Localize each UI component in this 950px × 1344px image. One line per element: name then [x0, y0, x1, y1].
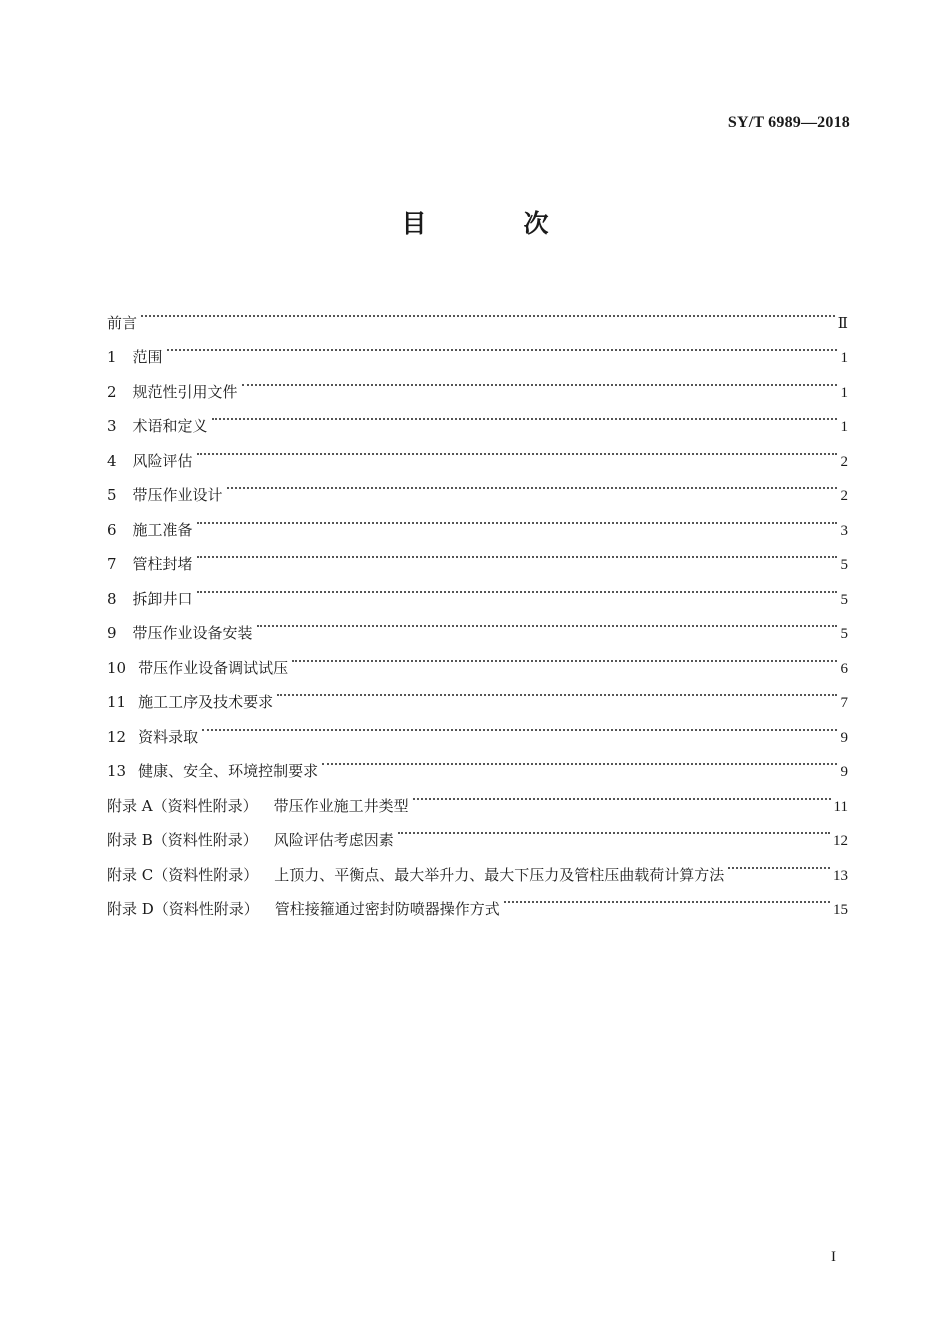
toc-entry-number: 4	[107, 451, 117, 470]
toc-entry-page: 2	[840, 453, 848, 470]
toc-entry-number: 10	[107, 658, 127, 677]
toc-entry-label: 管柱封堵	[132, 555, 193, 573]
toc-dot-leader	[202, 707, 837, 742]
toc-entry-label: 带压作业设备安装	[132, 624, 253, 642]
toc-entry-page: 5	[840, 591, 848, 608]
toc-entry-label: 规范性引用文件	[132, 382, 238, 401]
toc-entry[interactable]	[107, 328, 848, 366]
toc-entry-page: 9	[840, 729, 848, 746]
toc-dot-leader	[141, 293, 835, 328]
toc-entry-number: 5	[107, 486, 117, 504]
toc-dot-leader	[242, 362, 837, 397]
toc-entry-number: 附录 C（资料性附录）	[107, 865, 259, 884]
toc-entry-page: 13	[833, 867, 848, 884]
toc-entry-page: 5	[840, 557, 848, 573]
toc-dot-leader	[413, 776, 831, 811]
toc-entry-label: 管柱接箍通过密封防喷器操作方式	[274, 900, 500, 918]
toc-entry[interactable]	[107, 466, 848, 504]
toc-entry-page: 1	[840, 350, 848, 366]
toc-dot-leader	[398, 811, 830, 846]
page-title: 目 次	[401, 209, 585, 238]
toc-entry[interactable]	[107, 362, 848, 401]
toc-entry-label: 带压作业设计	[132, 486, 223, 504]
toc-entry-page: 11	[833, 798, 848, 815]
toc-entry-page: 1	[840, 384, 848, 401]
toc-entry-number: 3	[107, 417, 117, 435]
table-of-contents	[107, 293, 848, 918]
toc-dot-leader	[322, 742, 837, 777]
page-number: I	[831, 1249, 836, 1265]
toc-entry-number: 7	[107, 555, 117, 573]
toc-dot-leader	[277, 673, 837, 708]
toc-dot-leader	[504, 880, 830, 915]
toc-entry[interactable]	[107, 397, 848, 435]
toc-entry-number: 12	[107, 727, 127, 746]
toc-entry[interactable]	[107, 535, 848, 573]
toc-entry-label: 施工准备	[132, 520, 193, 539]
toc-dot-leader	[197, 569, 837, 604]
toc-entry[interactable]	[107, 431, 848, 470]
toc-entry-page: 2	[840, 488, 848, 504]
toc-entry-page: 7	[840, 695, 848, 711]
toc-entry-label: 带压作业设备调试试压	[138, 658, 289, 677]
toc-entry[interactable]	[107, 604, 848, 642]
toc-entry-label: 上顶力、平衡点、最大举升力、最大下压力及管柱压曲载荷计算方法	[274, 865, 725, 884]
toc-dot-leader	[197, 431, 837, 466]
toc-entry[interactable]	[107, 707, 848, 746]
toc-entry-page: 5	[840, 626, 848, 642]
toc-entry-page: 9	[840, 764, 848, 780]
toc-entry-number: 9	[107, 624, 117, 642]
toc-dot-leader	[212, 397, 837, 432]
toc-entry-number: 附录 B（资料性附录）	[107, 831, 258, 849]
toc-entry-number: 1	[107, 348, 117, 366]
toc-entry[interactable]	[107, 742, 848, 780]
toc-entry-number: 11	[107, 693, 127, 711]
toc-entry-label: 施工工序及技术要求	[138, 693, 274, 711]
toc-entry[interactable]	[107, 569, 848, 608]
toc-entry-label: 健康、安全、环境控制要求	[138, 762, 319, 780]
toc-entry-label: 带压作业施工井类型	[273, 796, 409, 815]
toc-entry-page: 15	[833, 902, 848, 918]
toc-entry-label: 前言	[107, 313, 138, 332]
toc-dot-leader	[167, 328, 837, 363]
toc-entry-number: 8	[107, 589, 117, 608]
toc-entry-page: 3	[840, 522, 848, 539]
toc-dot-leader	[197, 500, 837, 535]
toc-entry-page: 12	[833, 833, 848, 849]
toc-dot-leader	[728, 845, 830, 880]
toc-entry-number: 附录 A（资料性附录）	[107, 796, 258, 815]
toc-entry-label: 风险评估	[132, 451, 193, 470]
toc-entry-label: 范围	[132, 348, 163, 366]
toc-entry-label: 风险评估考虑因素	[273, 831, 394, 849]
toc-dot-leader	[257, 604, 837, 639]
toc-entry-label: 资料录取	[138, 727, 199, 746]
toc-entry-page: 6	[840, 660, 848, 677]
toc-entry-number: 6	[107, 520, 117, 539]
toc-entry[interactable]	[107, 500, 848, 539]
toc-entry-page: Ⅱ	[837, 315, 848, 332]
toc-dot-leader	[292, 638, 837, 673]
toc-entry-number: 附录 D（资料性附录）	[107, 900, 259, 918]
toc-dot-leader	[227, 466, 837, 501]
toc-entry-page: 1	[840, 419, 848, 435]
toc-entry[interactable]	[107, 293, 848, 332]
toc-entry-number: 2	[107, 382, 117, 401]
toc-entry-label: 拆卸井口	[132, 589, 193, 608]
toc-entry-label: 术语和定义	[132, 417, 208, 435]
standard-code: SY/T 6989—2018	[727, 114, 850, 131]
toc-entry-number: 13	[107, 762, 127, 780]
toc-dot-leader	[197, 535, 837, 570]
